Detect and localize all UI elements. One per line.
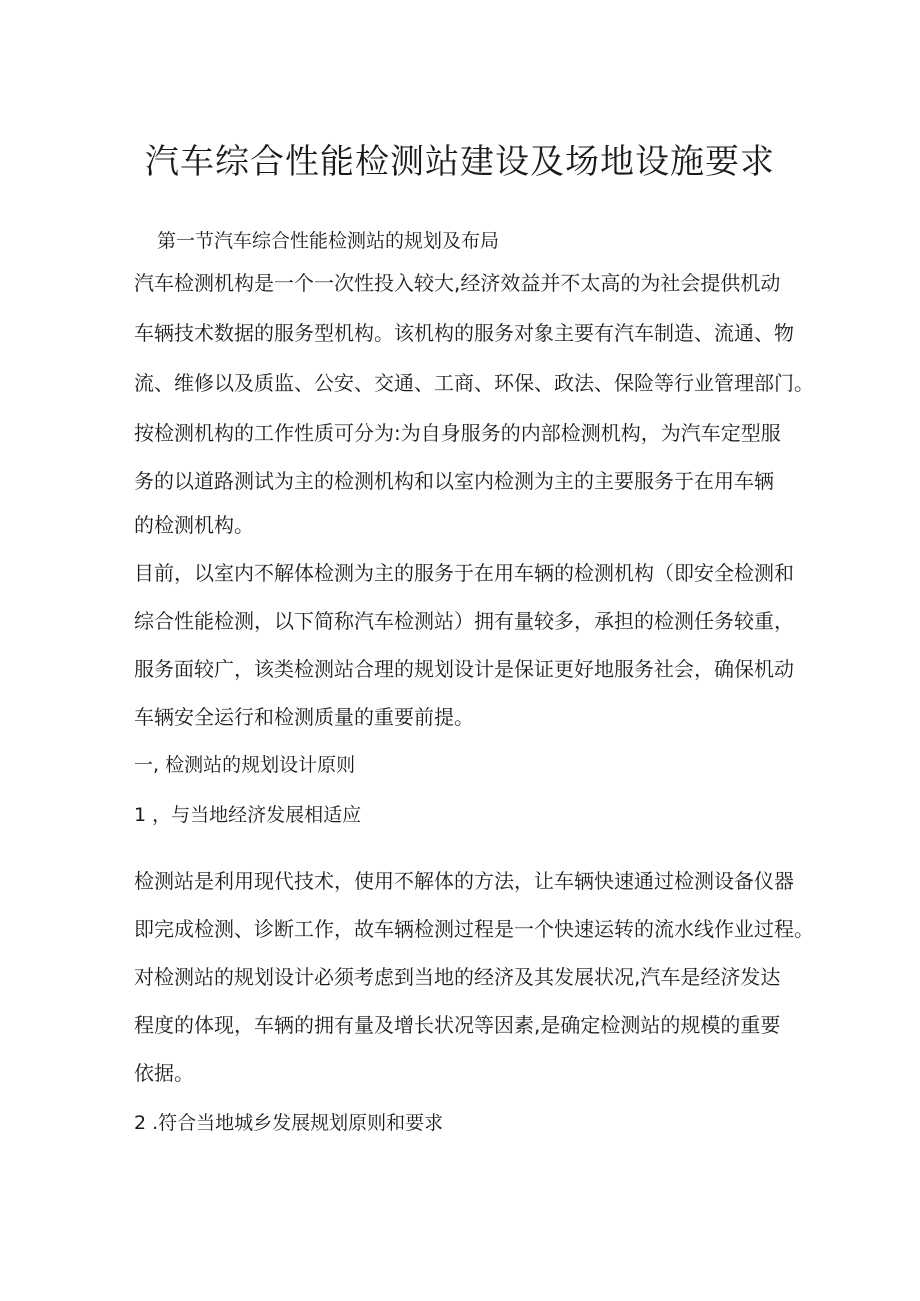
paragraph1-line-4: 按检测机构的工作性质可分为:为自身服务的内部检测机构，为汽车定型服 [134,421,781,445]
paragraph3-line-5: 依据。 [134,1061,194,1085]
paragraph3-line-1: 检测站是利用现代技术，使用不解体的方法，让车辆快速通过检测设备仪器 [134,869,794,893]
paragraph2-line-1: 目前，以室内不解体检测为主的服务于在用车辆的检测机构（即安全检测和 [134,561,794,585]
paragraph3-line-2: 即完成检测、诊断工作，故车辆检测过程是一个快速运转的流水线作业过程。 [134,917,814,941]
section-heading: 第一节汽车综合性能检测站的规划及布局 [157,230,500,252]
paragraph2-line-2: 综合性能检测，以下简称汽车检测站）拥有量较多，承担的检测任务较重， [134,609,794,633]
subheading-planning-principles: 一, 检测站的规划设计原则 [134,754,356,776]
item2-heading: 2 .符合当地城乡发展规划原则和要求 [134,1112,444,1134]
paragraph1-line-3: 流、维修以及质监、公安、交通、工商、环保、政法、保险等行业管理部门。 [134,371,814,395]
item1-heading: 1 ，与当地经济发展相适应 [134,804,362,826]
paragraph3-line-4: 程度的体现，车辆的拥有量及增长状况等因素,是确定检测站的规模的重要 [134,1013,781,1037]
paragraph2-line-4: 车辆安全运行和检测质量的重要前提。 [134,705,474,729]
paragraph1-line-6: 的检测机构。 [134,513,254,537]
document-title: 汽车综合性能检测站建设及场地设施要求 [145,142,775,182]
paragraph3-line-3: 对检测站的规划设计必须考虑到当地的经济及其发展状况,汽车是经济发达 [134,965,781,989]
paragraph1-line-5: 务的以道路测试为主的检测机构和以室内检测为主的主要服务于在用车辆 [134,469,774,493]
paragraph2-line-3: 服务面较广，该类检测站合理的规划设计是保证更好地服务社会，确保机动 [134,657,794,681]
paragraph1-line-2: 车辆技术数据的服务型机构。该机构的服务对象主要有汽车制造、流通、物 [134,321,794,345]
paragraph1-line-1: 汽车检测机构是一个一次性投入较大,经济效益并不太高的为社会提供机动 [134,271,781,295]
